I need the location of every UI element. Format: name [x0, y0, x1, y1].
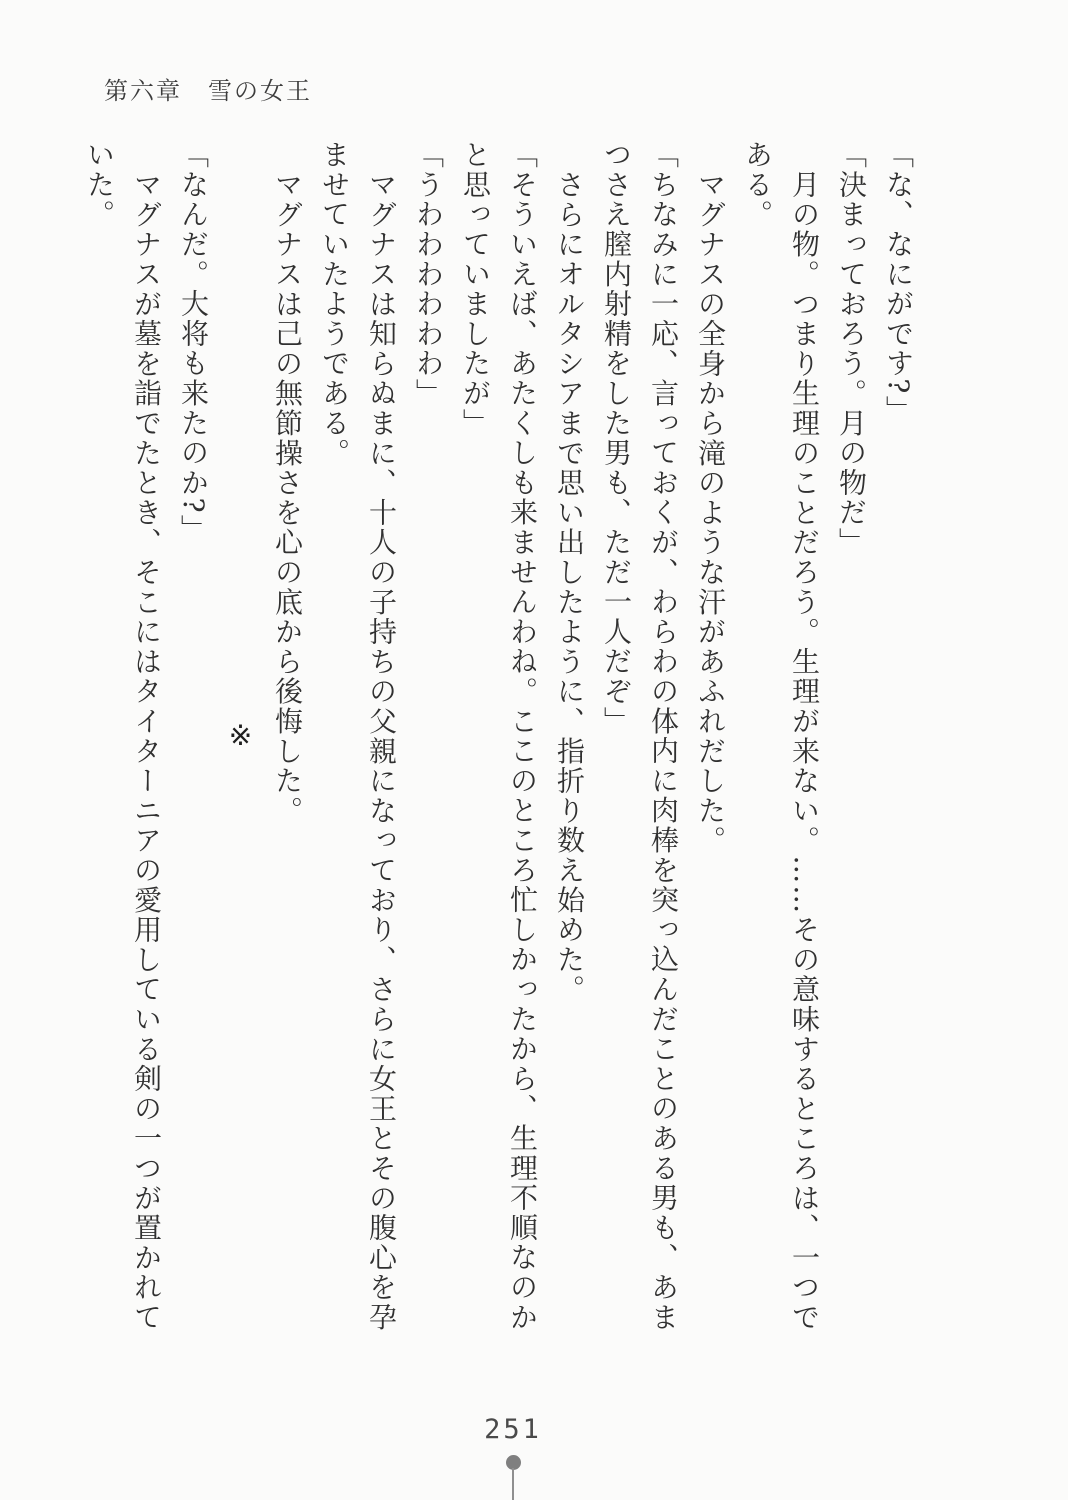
text-column: 「なんだ。大将も来たのか?」	[177, 140, 210, 545]
text-column: と思っていましたが」	[459, 140, 492, 438]
chapter-number: 第六章	[104, 77, 182, 105]
text-column: マグナスは知らぬまに、十人の子持ちの父親になっており、さらに女王とその腹心を孕	[365, 170, 398, 1333]
text-column: 「ちなみに一応、言っておくが、わらわの体内に肉棒を突っ込んだことのある男も、あま	[647, 140, 680, 1332]
text-column: ませていたようである。	[318, 140, 351, 468]
text-column: マグナスは己の無節操さを心の底から後悔した。	[271, 170, 304, 826]
text-column: マグナスの全身から滝のような汗があふれだした。	[694, 170, 727, 856]
scene-break-marker: ※	[224, 718, 257, 754]
text-column: マグナスが墓を詣でたとき、そこにはタイターニアの愛用している剣の一つが置かれて	[130, 170, 163, 1333]
text-column: ある。	[741, 140, 774, 230]
text-body	[76, 140, 922, 1332]
text-column: さらにオルタシアまで思い出したように、指折り数え始めた。	[553, 170, 586, 1005]
chapter-title: 雪の女王	[208, 77, 312, 105]
text-column: 「決まっておろう。月の物だ」	[835, 140, 868, 558]
text-column: 「な、なにがです?」	[882, 140, 915, 426]
text-column: いた。	[83, 140, 116, 230]
page-marker-line	[512, 1468, 514, 1500]
text-column: 「そういえば、あたくしも来ませんわね。ここのところ忙しかったから、生理不順なのか	[506, 140, 539, 1332]
page-number: 251	[484, 1414, 542, 1445]
text-column: つさえ膣内射精をした男も、ただ一人だぞ」	[600, 140, 633, 736]
text-column: 月の物。つまり生理のことだろう。生理が来ない。……その意味するところは、一つで	[788, 170, 821, 1333]
text-column: 「うわわわわわわ」	[412, 140, 445, 409]
chapter-header	[104, 71, 312, 106]
